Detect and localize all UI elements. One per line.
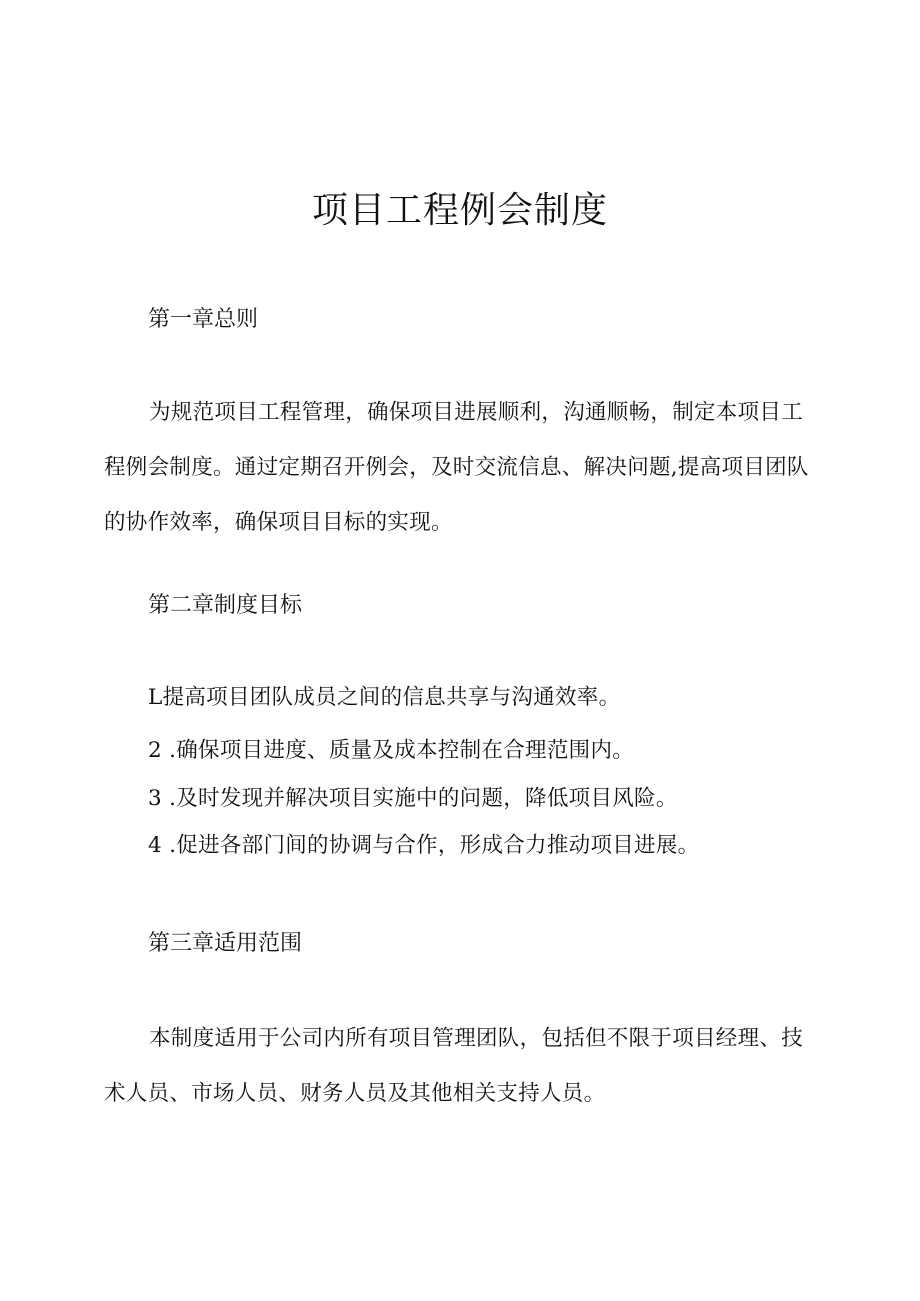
goal-item-3: 3 .及时发现并解决项目实施中的问题，降低项目风险。 <box>148 786 678 811</box>
chapter-3-paragraph: 本制度适用于公司内所有项目管理团队，包括但不限于项目经理、技术人员、市场人员、财务人员及其他相关支持人员。 <box>104 1026 804 1106</box>
goal-item-2: 2 .确保项目进度、质量及成本控制在合理范围内。 <box>148 738 635 763</box>
goal-item-1: L提高项目团队成员之间的信息共享与沟通效率。 <box>148 685 621 710</box>
chapter-1-paragraph: 为规范项目工程管理，确保项目进展顺利，沟通顺畅，制定本项目工程例会制度。通过定期召开例会，及时交流信息、解决问题,提高项目团队的协作效率，确保项目目标的实现。 <box>104 400 809 535</box>
goal-item-4: 4 .促进各部门间的协调与合作，形成合力推动项目进展。 <box>148 833 700 858</box>
chapter-2-heading: 第二章制度目标 <box>148 593 303 618</box>
chapter-1-heading: 第一章总则 <box>148 307 259 332</box>
chapter-3-heading: 第三章适用范围 <box>148 931 303 956</box>
document-title: 项目工程例会制度 <box>311 190 608 231</box>
